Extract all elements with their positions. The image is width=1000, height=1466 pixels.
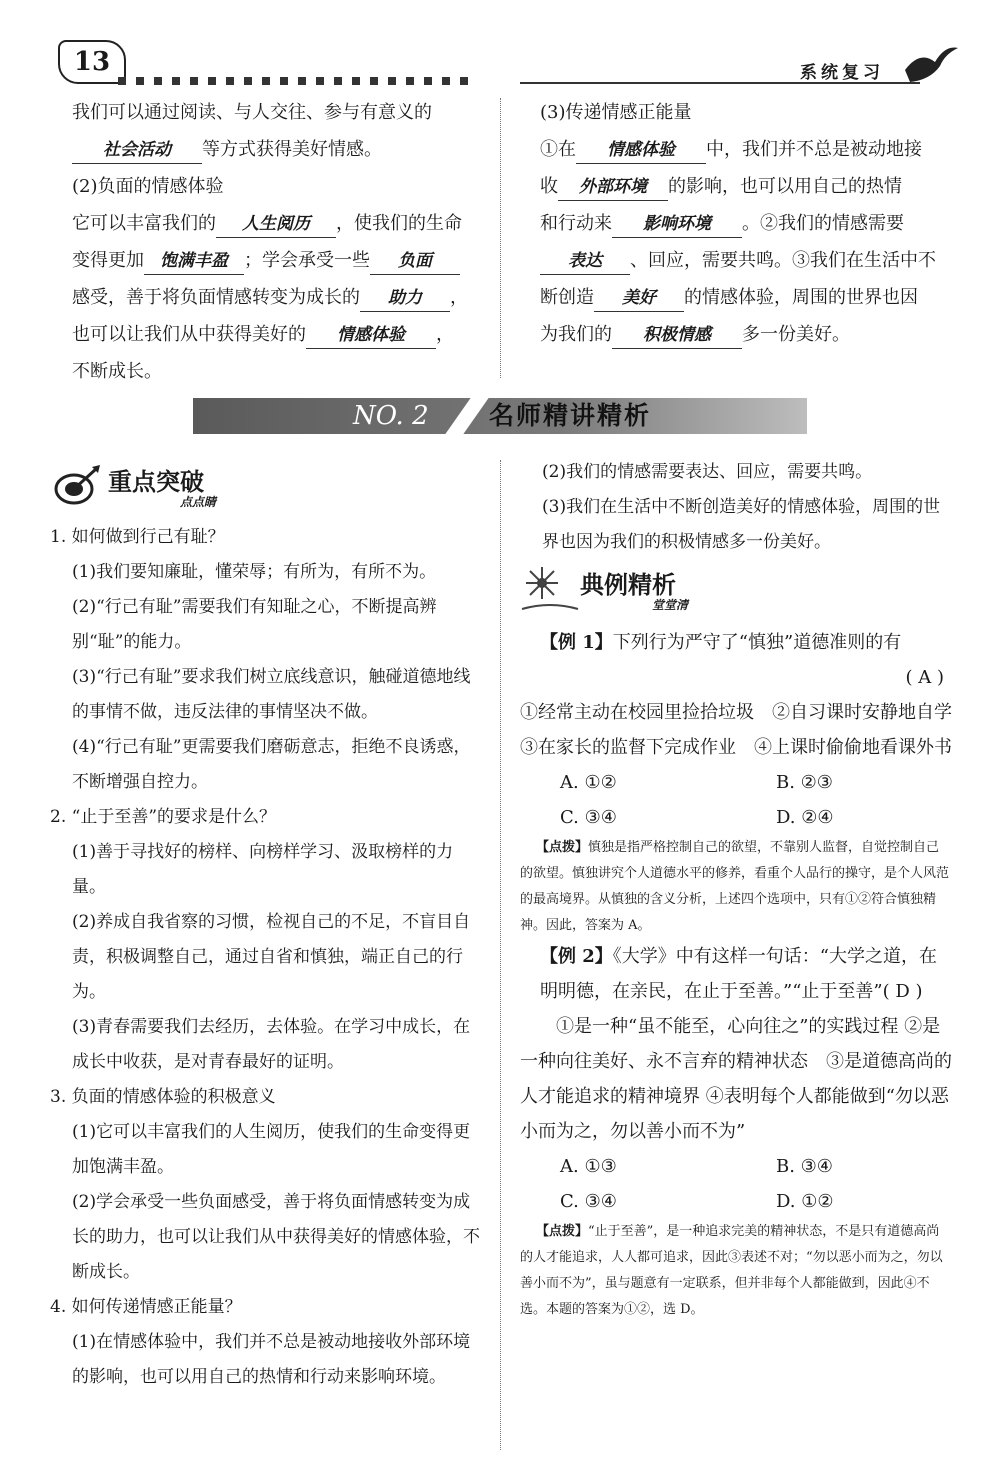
option: A. ①③ (560, 1156, 617, 1177)
hint-text: 慎独是指严格控制自己的欲望，不靠别人监督，自觉控制自己的欲望。慎独讲究个人道德水平的修养，看重个人品行的操守，是个人风范的最高境界。从慎独的含义分析，上述四个选项中，只有①②符合慎独精神。因此，答案为 A。 (520, 840, 950, 933)
text-line: 收 (540, 176, 558, 197)
banner-slash (444, 396, 490, 436)
answer-item: (2)养成自我省察的习惯，检视自己的不足，不盲目自责，积极调整自己，通过自省和慎独，端正自己的行为。 (72, 912, 471, 1002)
option-row (520, 1184, 952, 1219)
column-divider (500, 460, 501, 1450)
example-section-header (580, 565, 688, 613)
hint-text: “止于至善”，是一种追求完美的精神状态，不是只有道德高尚的人才能追求，人人都可追求，因此③表述不对；“勿以恶小而为之，勿以善小而不为”，虽与题意有一定联系，但并非每个人都能做到，因此④不选。本题的答案为①②，选 D。 (520, 1224, 943, 1317)
text-line: 的情感体验，周围的世界也因 (684, 287, 918, 308)
text-line: ， (450, 287, 468, 308)
example-answer: ( A ) (905, 667, 944, 688)
answer-blank: 助力 (360, 285, 450, 312)
bird-icon (900, 40, 960, 90)
answer-item: (2)学会承受一些负面感受，善于将负面情感转变为成长的助力，也可以让我们从中获得美好的情感体验，不断成长。 (72, 1192, 480, 1282)
answer-blank: 情感体验 (576, 137, 706, 164)
text-line: 断创造 (540, 287, 594, 308)
text-line: ；学会承受一些 (244, 250, 370, 271)
answer-item: (1)它可以丰富我们的人生阅历，使我们的生命变得更加饱满丰盈。 (72, 1122, 471, 1177)
subheading: (3)传递情感正能量 (540, 102, 692, 123)
example-section-subtitle: 堂堂清 (652, 598, 689, 612)
header-dots-decoration (118, 70, 498, 82)
banner-number: NO. 2 (353, 401, 429, 431)
hint-label: 【点拨】 (536, 1224, 589, 1239)
flower-icon (520, 565, 580, 615)
text-line: 中，我们并不总是被动地接 (706, 139, 922, 160)
text-line: 为我们的 (540, 324, 612, 345)
text-line: 等方式获得美好情感。 (202, 139, 382, 160)
answer-blank: 表达 (540, 248, 630, 275)
answer-item: (3)“行己有耻”要求我们树立底线意识，触碰道德地线的事情不做，违反法律的事情坚决不做。 (72, 667, 471, 722)
top-left-fill-in (72, 94, 484, 390)
column-divider (500, 98, 501, 378)
text-line: 。②我们的情感需要 (742, 213, 904, 234)
text-line: 也可以让我们从中获得美好的 (72, 324, 306, 345)
option-row (520, 765, 952, 800)
option-row (520, 1149, 952, 1184)
answer-item: (1)善于寻找好的榜样、向榜样学习、汲取榜样的力量。 (72, 842, 454, 897)
example-body: ①经常主动在校园里捡拾垃圾 ②自习课时安静地自学 ③在家长的监督下完成作业 ④上课时偷偷地看课外书 (520, 702, 970, 758)
answer-item: (2)“行己有耻”需要我们有知耻之心，不断提高辨别“耻”的能力。 (72, 597, 437, 652)
text-line: 它可以丰富我们的 (72, 213, 216, 234)
answer-blank: 社会活动 (72, 137, 202, 164)
subheading: (2)负面的情感体验 (72, 176, 224, 197)
target-icon (52, 463, 102, 507)
option: C. ③④ (560, 1191, 617, 1212)
example-label: 【例 2】 (540, 946, 613, 967)
question: 4. 如何传递情感正能量？ (50, 1297, 242, 1317)
answer-blank: 负面 (370, 248, 460, 275)
example-stem: 《大学》中有这样一句话：“大学之道，在明明德，在亲民，在止于至善。”“止于至善” (540, 946, 937, 1002)
option-row (520, 800, 952, 835)
text-line: 我们可以通过阅读、与人交往、参与有意义的 (72, 102, 432, 123)
key-points-continued (520, 455, 952, 560)
text-line: 多一份美好。 (742, 324, 850, 345)
answer-item: (2)我们的情感需要表达、回应，需要共鸣。 (542, 462, 873, 482)
option: B. ③④ (776, 1156, 833, 1177)
answer-item: (1)我们要知廉耻，懂荣辱；有所为，有所不为。 (72, 562, 437, 582)
key-section-title: 重点突破 (108, 468, 204, 496)
top-right-fill-in (540, 94, 948, 353)
text-line: ①在 (540, 139, 576, 160)
section-title: 系统复习 (800, 63, 884, 83)
question: 1. 如何做到行己有耻？ (50, 527, 225, 547)
example-label: 【例 1】 (540, 632, 613, 653)
question: 3. 负面的情感体验的积极意义 (50, 1087, 276, 1107)
option: A. ①② (560, 772, 617, 793)
option: D. ①② (776, 1191, 834, 1212)
example-body: ①是一种“虽不能至，心向往之”的实践过程 ②是一种向往美好、永不言弃的精神状态 ③是道德高尚的人才能追求的精神境界 ④表明每个人都能做到“勿以恶小而为之，勿以善小而不为” (520, 1016, 952, 1142)
answer-blank: 影响环境 (612, 211, 742, 238)
key-section-header (108, 462, 216, 510)
key-points-list (50, 520, 480, 1395)
text-line: ， (436, 324, 454, 345)
answer-item: (4)“行己有耻”更需要我们磨砺意志，拒绝不良诱惑，不断增强自控力。 (72, 737, 471, 792)
hint-note (520, 1219, 952, 1323)
section-banner (193, 398, 807, 434)
text-line: 感受，善于将负面情感转变为成长的 (72, 287, 360, 308)
text-line: 变得更加 (72, 250, 144, 271)
answer-blank: 外部环境 (558, 174, 668, 201)
answer-blank: 人生阅历 (216, 211, 336, 238)
key-section-subtitle: 点点睛 (180, 495, 217, 509)
option: B. ②③ (776, 772, 833, 793)
banner-title: 名师精讲精析 (489, 401, 652, 430)
example-stem: 下列行为严守了“慎独”道德准则的有 (612, 632, 902, 653)
answer-blank: 积极情感 (612, 322, 742, 349)
text-line: 和行动来 (540, 213, 612, 234)
text-line: 不断成长。 (72, 361, 162, 382)
text-line: 、回应，需要共鸣。③我们在生活中不 (630, 250, 936, 271)
answer-item: (1)在情感体验中，我们并不总是被动地接收外部环境的影响，也可以用自己的热情和行动来影响环境。 (72, 1332, 471, 1387)
answer-item: (3)我们在生活中不断创造美好的情感体验，周围的世界也因为我们的积极情感多一份美好。 (542, 497, 941, 552)
answer-blank: 情感体验 (306, 322, 436, 349)
hint-label: 【点拨】 (536, 840, 589, 855)
option: D. ②④ (776, 807, 834, 828)
question: 2. “止于至善”的要求是什么？ (50, 807, 277, 827)
answer-blank: 饱满丰盈 (144, 248, 244, 275)
answer-item: (3)青春需要我们去经历，去体验。在学习中成长，在成长中收获，是对青春最好的证明。 (72, 1017, 471, 1072)
examples-list (520, 625, 970, 1323)
example-answer: ( D ) (882, 981, 923, 1002)
answer-blank: 美好 (594, 285, 684, 312)
page-number: 13 (58, 40, 126, 84)
text-line: 的影响，也可以用自己的热情 (668, 176, 902, 197)
hint-note (520, 835, 952, 939)
example-section-title: 典例精析 (580, 571, 676, 599)
option: C. ③④ (560, 807, 617, 828)
text-line: ，使我们的生命 (336, 213, 462, 234)
